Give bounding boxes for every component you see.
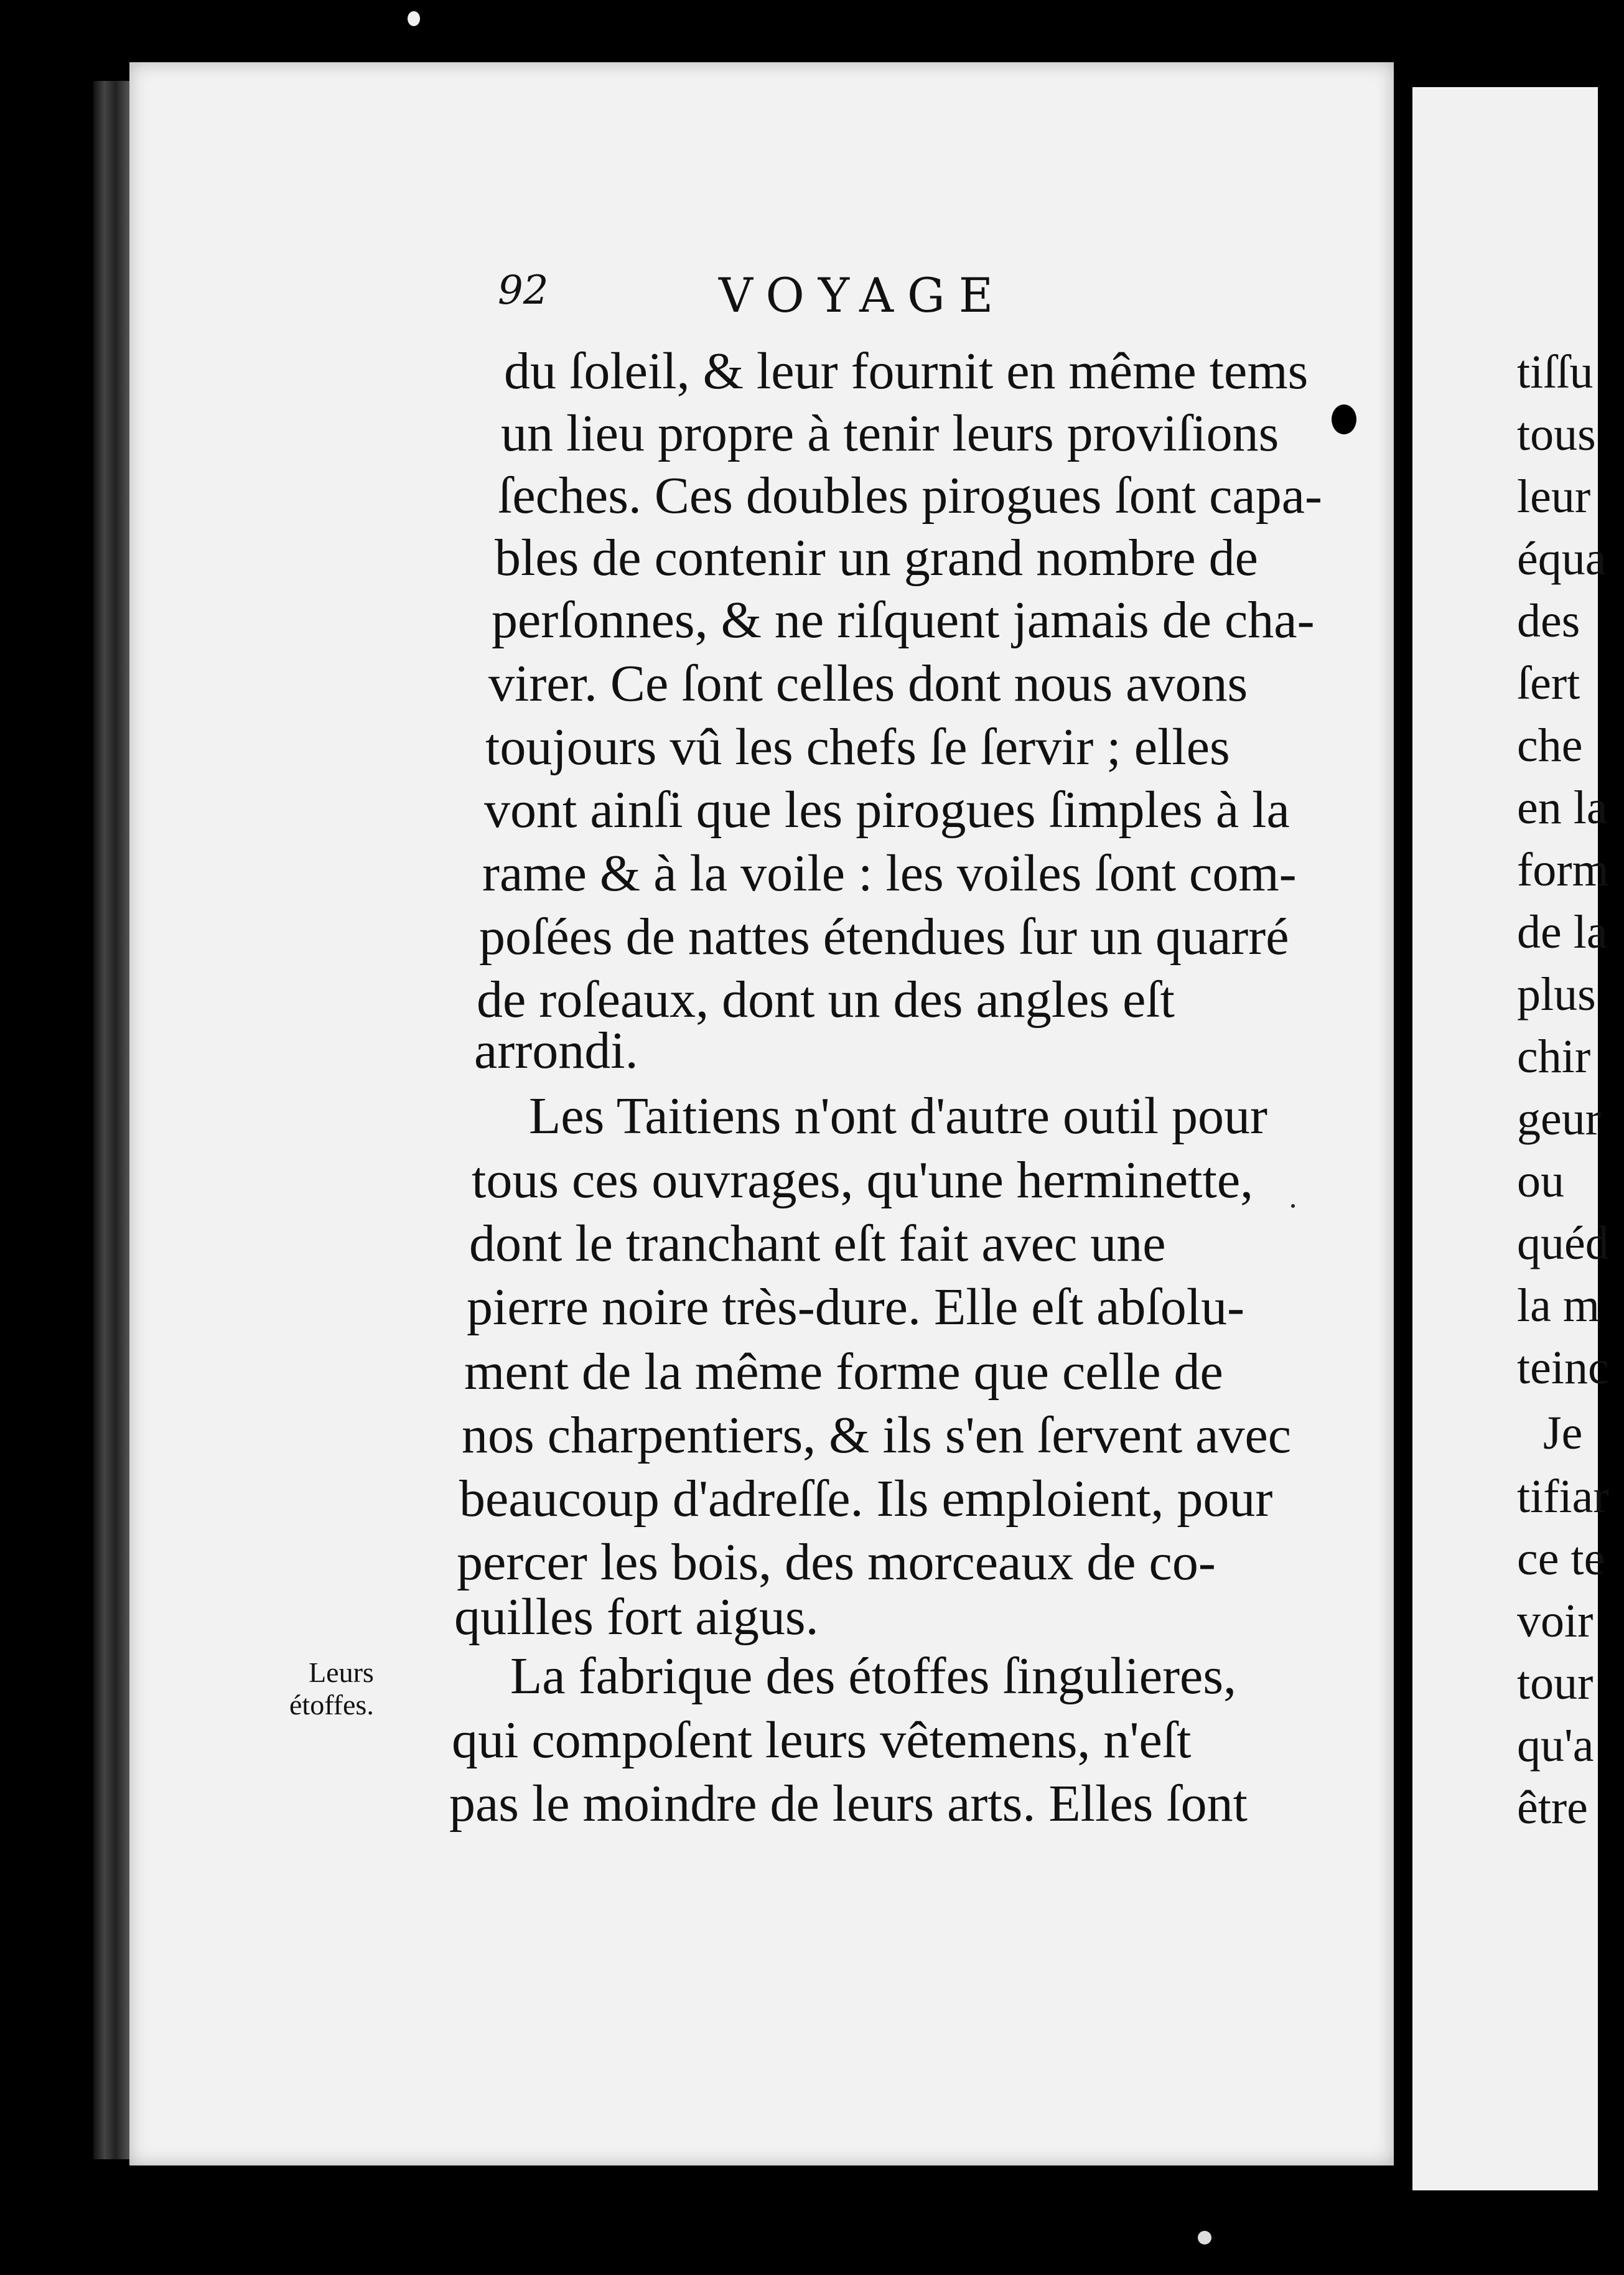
facing-page-line: la m	[1517, 1279, 1600, 1332]
text-line: beaucoup d'adreſſe. Ils emploient, pour	[459, 1470, 1273, 1528]
text-line: ment de la même forme que celle de	[464, 1343, 1223, 1401]
facing-page-line: de la	[1517, 906, 1608, 958]
facing-page-line: tiſſu	[1517, 346, 1594, 398]
ink-speck	[1332, 404, 1356, 434]
text-line: quilles fort aigus.	[454, 1588, 819, 1646]
facing-page-line: ce te	[1517, 1533, 1605, 1585]
text-line: dont le tranchant eſt fait avec une	[469, 1215, 1166, 1273]
facing-page-line: être	[1517, 1782, 1588, 1834]
text-line: rame & à la voile : les voiles ſont com-	[482, 844, 1297, 902]
book-edge	[93, 81, 131, 2159]
margin-note	[289, 1656, 374, 1721]
facing-page-line: tifiar	[1517, 1470, 1609, 1523]
text-line: arrondi.	[474, 1022, 638, 1080]
facing-page-line: tour	[1517, 1657, 1594, 1709]
facing-page-line: che	[1517, 719, 1583, 772]
text-line: pas le moindre de leurs arts. Elles ſont	[449, 1775, 1248, 1833]
running-title: VOYAGE	[719, 268, 1007, 323]
margin-note-line: étoffes.	[289, 1689, 374, 1721]
page-header	[498, 268, 1058, 336]
text-line: La fabrique des étoffes ſingulieres,	[510, 1647, 1237, 1705]
facing-page-line: form	[1517, 844, 1609, 896]
facing-page-line: des	[1517, 595, 1580, 647]
facing-page-line: teinc	[1517, 1342, 1609, 1394]
margin-note-line: Leurs	[309, 1656, 374, 1688]
text-line: du ſoleil, & leur fournit en même tems	[504, 342, 1309, 400]
facing-page-line: tous	[1517, 408, 1596, 460]
facing-page-line: équa	[1517, 533, 1607, 585]
ink-speck	[1198, 2231, 1211, 2245]
facing-page-line: ou	[1517, 1155, 1564, 1207]
text-line: ſeches. Ces doubles pirogues ſont capa-	[498, 467, 1322, 525]
facing-page-line: chir	[1517, 1030, 1591, 1083]
text-line: vont ainſi que les pirogues ſimples à la	[484, 781, 1290, 839]
facing-page-line: en la	[1517, 782, 1608, 834]
text-line: poſées de nattes étendues ſur un quarré	[479, 908, 1289, 966]
facing-page-line: leur	[1517, 470, 1591, 523]
text-line: nos charpentiers, & ils s'en ſervent avec	[462, 1406, 1292, 1464]
facing-page-line: ſert	[1517, 657, 1580, 709]
text-line: Les Taitiens n'ont d'autre outil pour	[529, 1087, 1267, 1145]
text-line: un lieu propre à tenir leurs proviſions	[501, 404, 1279, 462]
text-line: de roſeaux, dont un des angles eſt	[477, 971, 1175, 1029]
ink-speck	[1291, 1204, 1295, 1208]
book-gutter	[1394, 81, 1412, 2159]
text-line: bles de contenir un grand nombre de	[495, 529, 1258, 587]
facing-page-line: plus	[1517, 968, 1596, 1021]
page-number: 92	[498, 268, 549, 314]
text-line: perſonnes, & ne riſquent jamais de cha-	[492, 591, 1315, 649]
ink-speck	[408, 11, 420, 26]
text-line: virer. Ce ſont celles dont nous avons	[488, 655, 1248, 712]
text-line: pierre noire très-dure. Elle eſt abſolu-	[467, 1278, 1245, 1336]
facing-page-line: qu'a	[1517, 1719, 1594, 1772]
facing-page-line: Je	[1543, 1407, 1583, 1459]
facing-page-line: quéd	[1517, 1217, 1609, 1269]
text-line: tous ces ouvrages, qu'une herminette,	[472, 1151, 1254, 1209]
facing-page-line: voir	[1517, 1595, 1594, 1647]
facing-page-line: geur	[1517, 1093, 1602, 1145]
text-line: qui compoſent leurs vêtemens, n'eſt	[452, 1711, 1192, 1769]
text-line: percer les bois, des morceaux de co-	[457, 1533, 1216, 1591]
text-line: toujours vû les chefs ſe ſervir ; elles	[485, 718, 1230, 776]
